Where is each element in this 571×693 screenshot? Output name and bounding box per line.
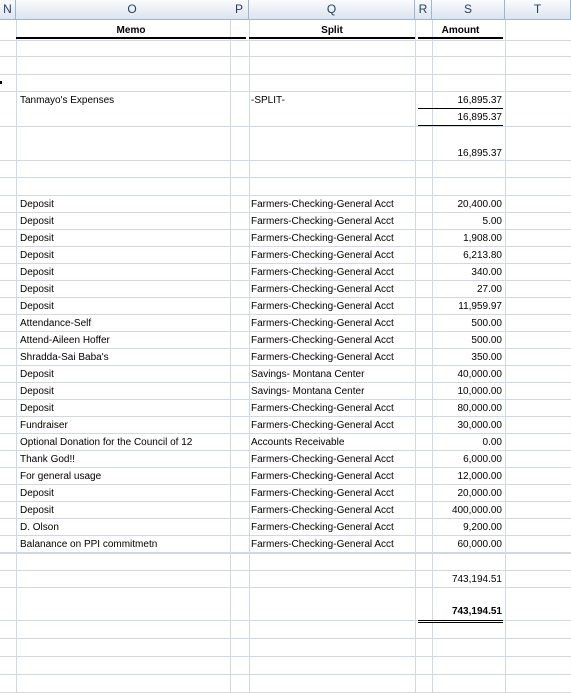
split-header: Split [249, 22, 415, 39]
column-header-n[interactable]: N [0, 0, 16, 20]
gridline-vertical [505, 20, 506, 693]
gridline-horizontal [0, 656, 571, 657]
deposit-memo-cell[interactable]: Attend-Aileen Hoffer [20, 335, 110, 346]
deposit-memo-cell[interactable]: Fundraiser [20, 420, 68, 431]
gridline-horizontal [0, 126, 571, 127]
column-header-s[interactable]: S [432, 0, 505, 20]
deposit-memo-cell[interactable]: Deposit [20, 488, 54, 499]
deposit-memo-cell[interactable]: Deposit [20, 216, 54, 227]
deposit-amount-cell[interactable]: 5.00 [482, 216, 502, 227]
deposit-amount-cell[interactable]: 60,000.00 [418, 536, 503, 553]
deposit-split-cell[interactable]: Farmers-Checking-General Acct [251, 318, 394, 329]
expense-memo: Tanmayo's Expenses [20, 95, 115, 106]
deposit-memo-cell[interactable]: Deposit [20, 199, 54, 210]
deposit-split-cell[interactable]: Farmers-Checking-General Acct [251, 488, 394, 499]
column-header-t[interactable]: T [505, 0, 571, 20]
gridline-horizontal [0, 553, 571, 554]
deposit-total: 743,194.51 [451, 574, 502, 585]
deposit-memo-cell[interactable]: Balanance on PPI commitmetn [20, 539, 158, 550]
amount-header: Amount [418, 22, 503, 39]
deposit-amount-cell[interactable]: 27.00 [476, 284, 502, 295]
column-header-o[interactable]: O [16, 0, 249, 20]
gridline-horizontal [0, 40, 571, 41]
deposit-memo-cell[interactable]: Deposit [20, 505, 54, 516]
deposit-split-cell[interactable]: Farmers-Checking-General Acct [251, 454, 394, 465]
deposit-split-cell[interactable]: Savings- Montana Center [251, 369, 365, 380]
deposit-amount-cell[interactable]: 340.00 [471, 267, 502, 278]
deposit-memo-cell[interactable]: Deposit [20, 233, 54, 244]
deposit-amount-cell[interactable]: 40,000.00 [457, 369, 502, 380]
deposit-memo-cell[interactable]: Shradda-Sai Baba's [20, 352, 109, 363]
deposit-amount-cell[interactable]: 0.00 [482, 437, 502, 448]
deposit-memo-cell[interactable]: Thank God!! [20, 454, 76, 465]
gridline-horizontal [0, 56, 571, 57]
deposit-split-cell[interactable]: Savings- Montana Center [251, 386, 365, 397]
deposit-split-cell[interactable]: Farmers-Checking-General Acct [251, 539, 394, 550]
expense-subtotal: 16,895.37 [418, 109, 503, 126]
gridline-horizontal [0, 638, 571, 639]
gridline-vertical [16, 20, 17, 693]
deposit-amount-cell[interactable]: 9,200.00 [463, 522, 502, 533]
gridline-vertical [249, 20, 250, 693]
deposit-amount-cell[interactable]: 10,000.00 [457, 386, 502, 397]
deposit-split-cell[interactable]: Accounts Receivable [251, 437, 345, 448]
deposit-amount-cell[interactable]: 80,000.00 [457, 403, 502, 414]
deposit-split-cell[interactable]: Farmers-Checking-General Acct [251, 301, 394, 312]
gridline-horizontal [0, 674, 571, 675]
deposit-memo-cell[interactable]: Deposit [20, 284, 54, 295]
deposit-memo-cell[interactable]: Optional Donation for the Council of 12 [20, 437, 193, 448]
deposit-split-cell[interactable]: Farmers-Checking-General Acct [251, 233, 394, 244]
memo-header: Memo [16, 22, 246, 39]
deposit-amount-cell[interactable]: 6,213.80 [463, 250, 502, 261]
deposit-amount-cell[interactable]: 12,000.00 [457, 471, 502, 482]
deposit-amount-cell[interactable]: 6,000.00 [463, 454, 502, 465]
deposit-amount-cell[interactable]: 400,000.00 [451, 505, 502, 516]
deposit-split-cell[interactable]: Farmers-Checking-General Acct [251, 284, 394, 295]
deposit-split-cell[interactable]: Farmers-Checking-General Acct [251, 250, 394, 261]
deposit-memo-cell[interactable]: Deposit [20, 386, 54, 397]
deposit-amount-cell[interactable]: 1,908.00 [463, 233, 502, 244]
deposit-memo-cell[interactable]: Deposit [20, 301, 54, 312]
deposit-split-cell[interactable]: Farmers-Checking-General Acct [251, 216, 394, 227]
expense-split: -SPLIT- [251, 95, 285, 106]
deposit-amount-cell[interactable]: 20,000.00 [457, 488, 502, 499]
deposit-split-cell[interactable]: Farmers-Checking-General Acct [251, 471, 394, 482]
deposit-split-cell[interactable]: Farmers-Checking-General Acct [251, 505, 394, 516]
deposit-memo-cell[interactable]: Deposit [20, 403, 54, 414]
deposit-split-cell[interactable]: Farmers-Checking-General Acct [251, 352, 394, 363]
deposit-amount-cell[interactable]: 20,400.00 [457, 199, 502, 210]
deposit-split-cell[interactable]: Farmers-Checking-General Acct [251, 420, 394, 431]
deposit-amount-cell[interactable]: 500.00 [471, 335, 502, 346]
row-marker [0, 81, 2, 84]
gridline-horizontal [0, 552, 571, 553]
deposit-split-cell[interactable]: Farmers-Checking-General Acct [251, 522, 394, 533]
grand-total: 743,194.51 [418, 603, 503, 623]
column-header-q[interactable]: Q [249, 0, 415, 20]
deposit-memo-cell[interactable]: Deposit [20, 267, 54, 278]
expense-total: 16,895.37 [457, 148, 502, 159]
deposit-amount-cell[interactable]: 11,959.97 [458, 301, 502, 312]
gridline-horizontal [0, 177, 571, 178]
deposit-memo-cell[interactable]: D. Olson [20, 522, 59, 533]
expense-amount: 16,895.37 [418, 92, 503, 109]
deposit-memo-cell[interactable]: Deposit [20, 369, 54, 380]
gridline-horizontal [0, 74, 571, 75]
deposit-memo-cell[interactable]: Attendance-Self [20, 318, 92, 329]
deposit-split-cell[interactable]: Farmers-Checking-General Acct [251, 267, 394, 278]
deposit-split-cell[interactable]: Farmers-Checking-General Acct [251, 335, 394, 346]
deposit-amount-cell[interactable]: 30,000.00 [457, 420, 502, 431]
column-header-r[interactable]: R [415, 0, 432, 20]
deposit-amount-cell[interactable]: 350.00 [471, 352, 502, 363]
deposit-amount-cell[interactable]: 500.00 [471, 318, 502, 329]
deposit-split-cell[interactable]: Farmers-Checking-General Acct [251, 199, 394, 210]
deposit-memo-cell[interactable]: Deposit [20, 250, 54, 261]
deposit-memo-cell[interactable]: For general usage [20, 471, 102, 482]
deposit-split-cell[interactable]: Farmers-Checking-General Acct [251, 403, 394, 414]
column-header-p[interactable]: P [230, 0, 249, 20]
